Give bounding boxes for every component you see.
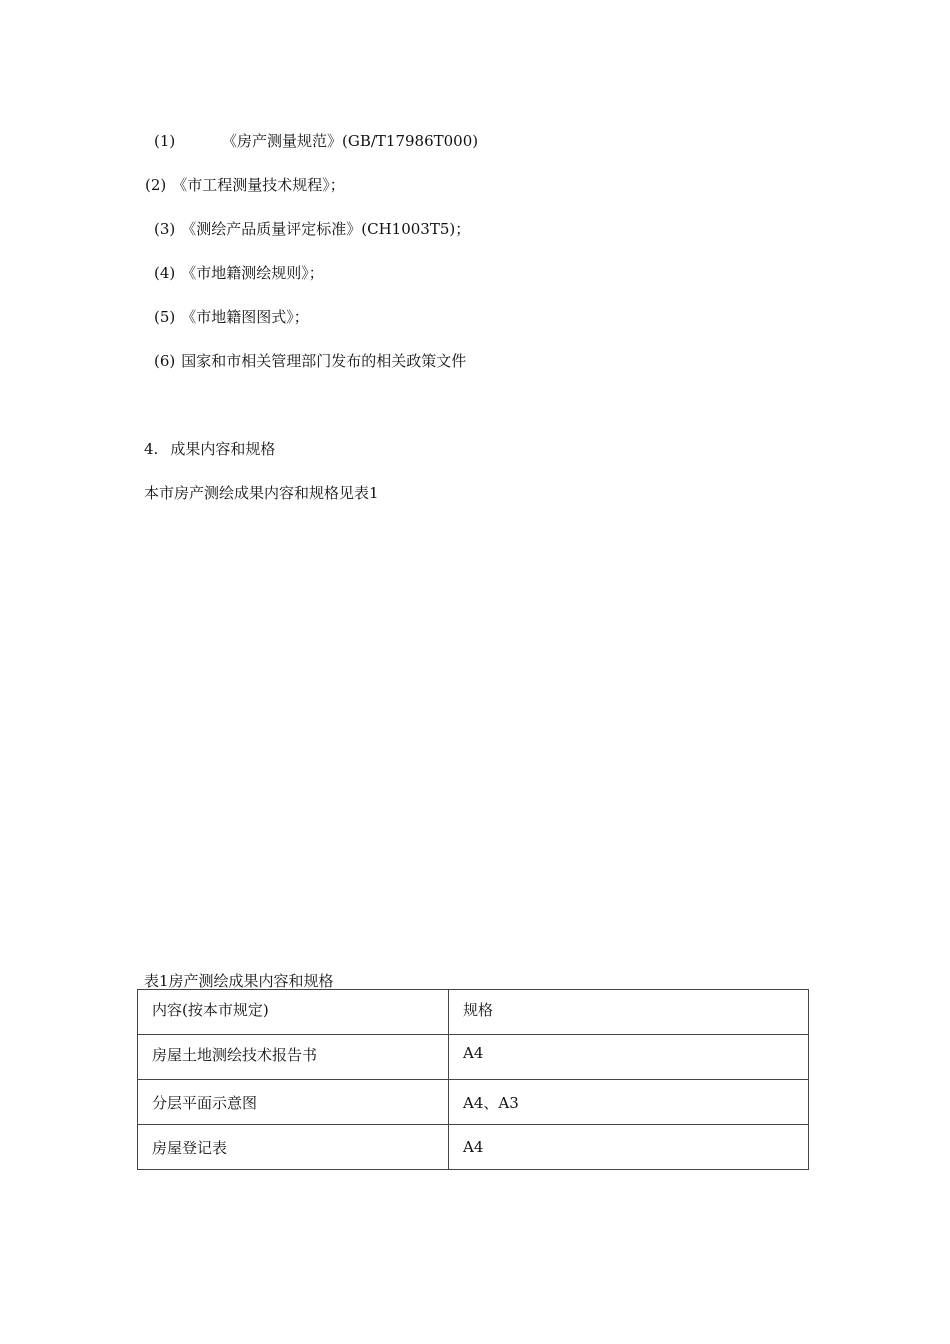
reference-item-2 xyxy=(145,175,345,195)
reference-text: 《市地籍图图式》； xyxy=(181,308,309,326)
section-heading xyxy=(144,439,275,459)
table-cell-spec: A4 xyxy=(449,1125,809,1170)
reference-item-1 xyxy=(154,131,478,151)
reference-text: 《房产测量规范》(GB/T17986T000) xyxy=(222,132,479,150)
table-cell-content: 房屋土地测绘技术报告书 xyxy=(138,1035,449,1080)
table-header-spec: 规格 xyxy=(449,990,809,1035)
reference-number: (1) xyxy=(154,132,176,150)
table-row xyxy=(138,1035,809,1080)
table-cell-spec: A4 xyxy=(449,1035,809,1080)
reference-number: (2) xyxy=(145,176,167,194)
reference-item-3 xyxy=(154,219,470,239)
section-title: 成果内容和规格 xyxy=(170,440,276,458)
table-row xyxy=(138,1080,809,1125)
table-row xyxy=(138,1125,809,1170)
section-intro: 本市房产测绘成果内容和规格见表1 xyxy=(144,484,379,502)
reference-number: (5) xyxy=(154,308,176,326)
table-cell-spec: A4、A3 xyxy=(449,1080,809,1125)
table-cell-content: 分层平面示意图 xyxy=(138,1080,449,1125)
reference-text: 《市地籍测绘规则》； xyxy=(181,264,324,282)
table-header-content: 内容(按本市规定) xyxy=(138,990,449,1035)
table-caption: 表1房产测绘成果内容和规格 xyxy=(144,972,334,990)
table-cell-content: 房屋登记表 xyxy=(138,1125,449,1170)
spec-table xyxy=(137,989,809,1170)
reference-text: 国家和市相关管理部门发布的相关政策文件 xyxy=(181,352,467,370)
reference-text: 《测绘产品质量评定标准》(CH1003T5)； xyxy=(181,220,471,238)
reference-number: (3) xyxy=(154,220,176,238)
reference-item-5 xyxy=(154,307,309,327)
reference-item-4 xyxy=(154,263,324,283)
table-header-row xyxy=(138,990,809,1035)
reference-number: (6) xyxy=(154,352,176,370)
reference-item-6 xyxy=(154,351,466,371)
reference-text: 《市工程测量技术规程》； xyxy=(172,176,345,194)
reference-number: (4) xyxy=(154,264,176,282)
section-number: 4. xyxy=(144,440,159,458)
